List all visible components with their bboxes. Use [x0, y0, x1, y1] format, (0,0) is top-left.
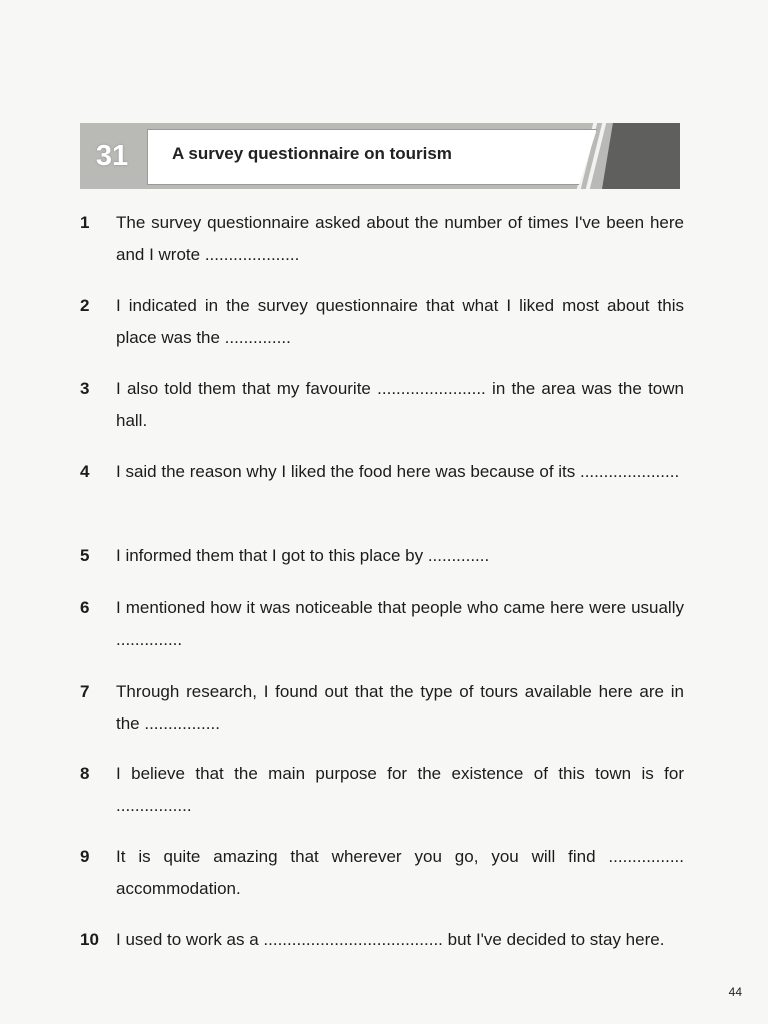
section-title: A survey questionnaire on tourism	[172, 144, 452, 163]
question-text: I said the reason why I liked the food here was because of its .....................	[116, 462, 680, 481]
question-text: I used to work as a ...................................... but I've decided to stay here.	[116, 930, 665, 949]
header-dark-tab	[602, 123, 680, 189]
question-text: I indicated in the survey questionnaire that what I liked most about this place was the ..............	[116, 296, 684, 347]
question-number: 5	[80, 546, 90, 565]
question-text: The survey questionnaire asked about the number of times I've been here and I wrote ....................	[116, 213, 684, 264]
question-number: 10	[80, 930, 99, 949]
question-text: I also told them that my favourite ....................... in the area was the town hall.	[116, 379, 684, 430]
question-text: I believe that the main purpose for the existence of this town is for ................	[116, 764, 684, 815]
question-number: 1	[80, 213, 90, 232]
question-number: 8	[80, 764, 90, 783]
section-number: 31	[95, 139, 129, 172]
question-number: 6	[80, 598, 90, 617]
question-number: 4	[80, 462, 90, 481]
question-number: 2	[80, 296, 90, 315]
question-number: 3	[80, 379, 90, 398]
question-number: 9	[80, 847, 90, 866]
question-text: I informed them that I got to this place by .............	[116, 546, 490, 565]
page-number: 44	[728, 985, 742, 999]
question-text: It is quite amazing that wherever you go, you will find ................ accommodation.	[116, 847, 684, 898]
question-text: I mentioned how it was noticeable that people who came here were usually ..............	[116, 598, 684, 649]
question-text: Through research, I found out that the type of tours available here are in the ................	[116, 682, 684, 733]
question-number: 7	[80, 682, 90, 701]
